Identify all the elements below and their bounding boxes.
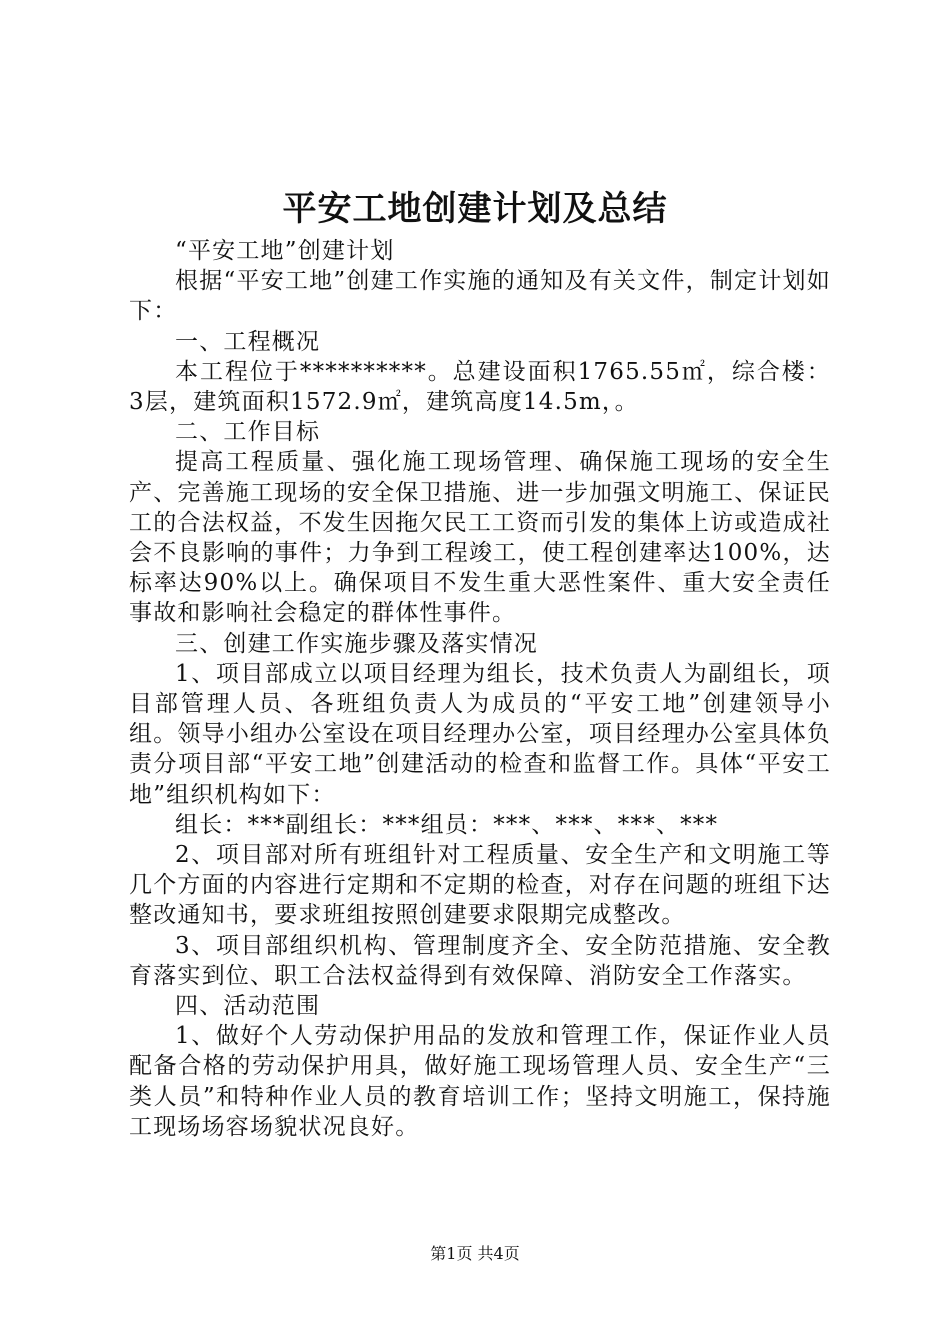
section-heading-steps: 三、创建工作实施步骤及落实情况 — [175, 630, 538, 657]
steps-paragraph-1: 1、项目部成立以项目经理为组长，技术负责人为副组长，项目部管理人员、各班组负责人为成员的“平安工地”创建领导小组。领导小组办公室设在项目经理办公室，项目经理办公室具体负责分项目部“平安工地”创建活动的检查和监督工作。具体“平安工地”组织机构如下： — [129, 660, 831, 808]
section-heading-goals: 二、工作目标 — [175, 419, 321, 446]
plan-heading: “平安工地”创建计划 — [175, 238, 395, 264]
steps-paragraph-3: 3、项目部组织机构、管理制度齐全、安全防范措施、安全教育落实到位、职工合法权益得到有效保障、消防安全工作落实。 — [129, 932, 831, 989]
steps-paragraph-2: 2、项目部对所有班组针对工程质量、安全生产和文明施工等几个方面的内容进行定期和不定期的检查，对存在问题的班组下达整改通知书，要求班组按照创建要求限期完成整改。 — [129, 842, 831, 929]
section-heading-scope: 四、活动范围 — [175, 993, 321, 1020]
scope-paragraph-1: 1、做好个人劳动保护用品的发放和管理工作，保证作业人员配备合格的劳动保护用具，做好施工现场管理人员、安全生产“三类人员”和特种作业人员的教育培训工作；坚持文明施工，保持施工现场场容场貌状况良好。 — [129, 1023, 831, 1140]
intro-paragraph: 根据“平安工地”创建工作实施的通知及有关文件，制定计划如下： — [129, 268, 831, 325]
goals-paragraph: 提高工程质量、强化施工现场管理、确保施工现场的安全生产、完善施工现场的安全保卫措施、进一步加强文明施工、保证民工的合法权益，不发生因拖欠民工工资而引发的集体上访或造成社会不良影响的事件；力争到工程竣工，使工程创建率达100%，达标率达90%以上。确保项目不发生重大恶性案件、重大安全责任事故和影响社会稳定的群体性事件。 — [129, 449, 831, 627]
page-number-footer: 第1页 共4页 — [430, 1244, 520, 1263]
section-heading-overview: 一、工程概况 — [175, 328, 321, 355]
organization-line: 组长：***副组长：***组员：***、***、***、*** — [175, 811, 719, 838]
document-body — [129, 236, 831, 1142]
overview-paragraph: 本工程位于**********。总建设面积1765.55㎡，综合楼：3层，建筑面积1572.9㎡，建筑高度14.5m，。 — [129, 358, 831, 416]
document-title: 平安工地创建计划及总结 — [282, 189, 668, 229]
